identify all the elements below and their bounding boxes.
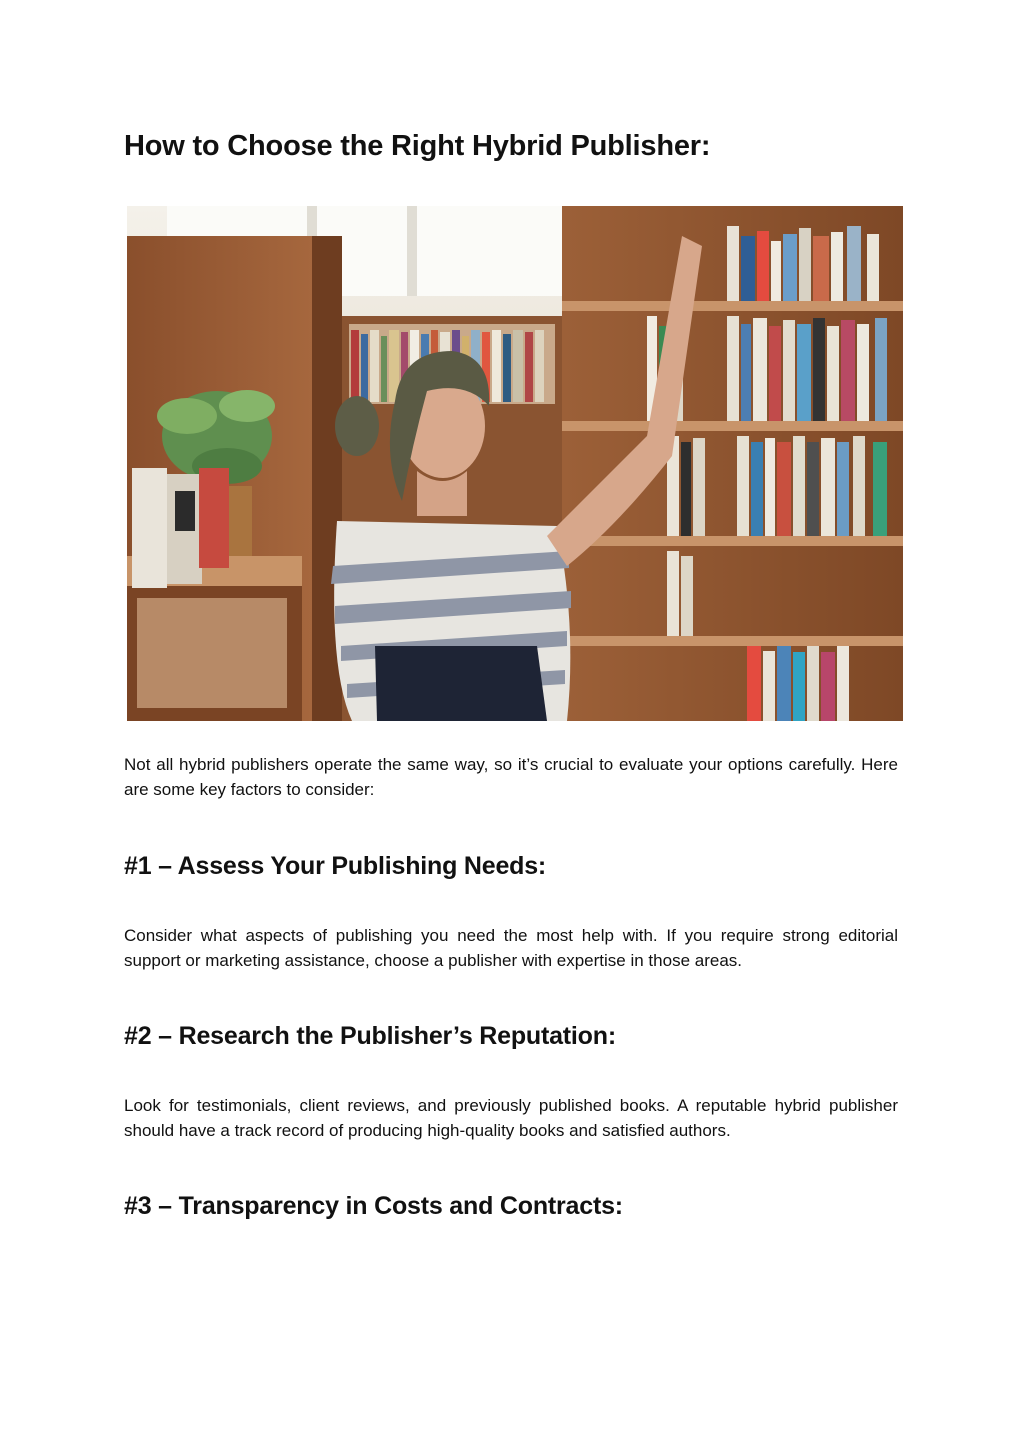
intro-paragraph: Not all hybrid publishers operate the same way, so it’s crucial to evaluate your options carefully. Here are some key factors to consider:	[124, 755, 898, 799]
library-photo-icon	[127, 206, 903, 721]
section-body-1: Consider what aspects of publishing you need the most help with. If you require strong editorial support or marketing assistance, choose a publisher with expertise in those areas.	[124, 926, 898, 970]
section-heading-3: #3 – Transparency in Costs and Contracts:	[124, 1192, 623, 1220]
section-body-2: Look for testimonials, client reviews, and previously published books. A reputable hybrid publisher should have a track record of producing high-quality books and satisfied authors.	[124, 1096, 898, 1140]
section-heading-2: #2 – Research the Publisher’s Reputation:	[124, 1022, 616, 1050]
section-heading-1: #1 – Assess Your Publishing Needs:	[124, 852, 547, 880]
library-photo	[127, 206, 903, 721]
page-title: How to Choose the Right Hybrid Publisher:	[124, 130, 711, 162]
